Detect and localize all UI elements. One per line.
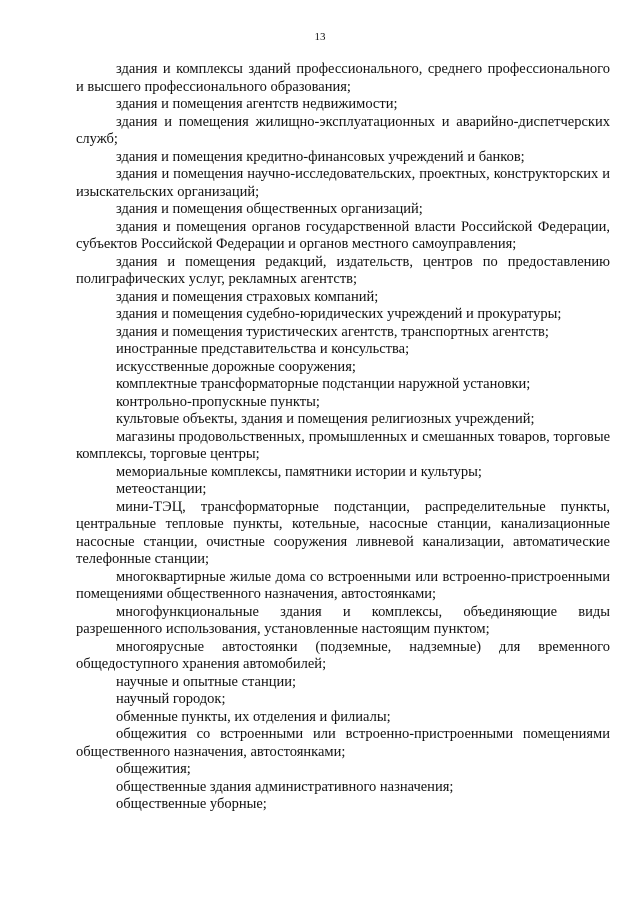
list-item: общественные уборные; <box>116 796 267 812</box>
list-item: здания и помещения страховых компаний; <box>116 288 379 305</box>
list-item: общественные здания административного назначения; <box>116 778 454 795</box>
list-item: здания и помещения туристических агентств, транспортных агентств; <box>116 323 549 340</box>
list-item: культовые объекты, здания и помещения религиозных учреждений; <box>116 411 535 427</box>
list-item: здания и комплексы зданий профессионального, среднего профессионального и высшего профессионального образования; <box>76 61 610 95</box>
list-item: мемориальные комплексы, памятники истории и культуры; <box>116 463 482 480</box>
list-item: обменные пункты, их отделения и филиалы; <box>116 708 391 725</box>
list-item: иностранные представительства и консульства; <box>116 341 410 357</box>
list-item: метеостанции; <box>116 481 207 497</box>
list-item: контрольно-пропускные пункты; <box>116 393 320 410</box>
list-item: многофункциональные здания и комплексы, объединяющие виды разрешенного использования, установленные настоящим пунктом; <box>76 603 610 637</box>
list-item: здания и помещения редакций, издательств, центров по предоставлению полиграфических услуг, рекламных агентств; <box>76 253 610 287</box>
list-item: мини-ТЭЦ, трансформаторные подстанции, распределительные пункты, центральные тепловые пункты, котельные, насосные станции, канализационные насосные станции, очистные сооружения ливневой канализации, автоматические телефонные станции; <box>76 498 610 567</box>
document-body <box>76 61 610 814</box>
page-number: 13 <box>314 31 326 43</box>
list-item: магазины продовольственных, промышленных и смешанных товаров, торговые комплексы, торговые центры; <box>76 428 610 462</box>
list-item: здания и помещения кредитно-финансовых учреждений и банков; <box>116 148 525 165</box>
list-item: научный городок; <box>116 691 226 707</box>
list-item: здания и помещения общественных организаций; <box>116 201 423 217</box>
list-item: здания и помещения жилищно-эксплуатационных и аварийно-диспетчерских служб; <box>76 113 610 147</box>
list-item: здания и помещения научно-исследовательских, проектных, конструкторских и изыскательских организаций; <box>76 166 610 200</box>
list-item: здания и помещения агентств недвижимости; <box>116 96 398 112</box>
list-item: общежития; <box>116 761 191 777</box>
list-item: комплектные трансформаторные подстанции наружной установки; <box>116 376 531 392</box>
list-item: многоквартирные жилые дома со встроенными или встроенно-пристроенными помещениями общественного назначения, автостоянками; <box>76 568 610 602</box>
list-item: научные и опытные станции; <box>116 673 297 690</box>
list-item: многоярусные автостоянки (подземные, надземные) для временного общедоступного хранения автомобилей; <box>76 638 610 672</box>
list-item: здания и помещения судебно-юридических учреждений и прокуратуры; <box>116 306 562 322</box>
list-item: искусственные дорожные сооружения; <box>116 358 356 375</box>
list-item: здания и помещения органов государственной власти Российской Федерации, субъектов Российской Федерации и органов местного самоуправления; <box>76 218 610 252</box>
list-item: общежития со встроенными или встроенно-пристроенными помещениями общественного назначения, автостоянками; <box>76 726 610 760</box>
